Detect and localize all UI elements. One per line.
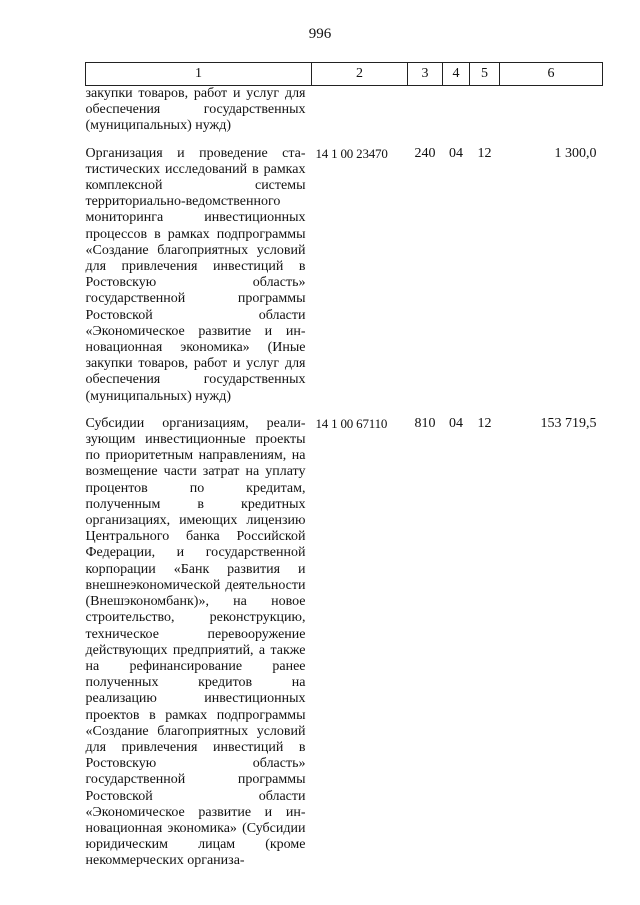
- row-col4: [443, 86, 470, 135]
- row-code: [312, 86, 408, 135]
- table-row: [86, 405, 603, 870]
- row-col4: 04: [449, 145, 463, 161]
- row-amount: [500, 86, 603, 135]
- row-col3: 810: [414, 415, 436, 431]
- page-number: 996: [308, 26, 332, 42]
- header-col-6: 6: [500, 63, 603, 86]
- header-col-2: 2: [312, 63, 408, 86]
- header-col-5: 5: [470, 63, 500, 86]
- table-row: [86, 86, 603, 135]
- row-col5: 12: [477, 145, 492, 161]
- table-header-row: [86, 63, 603, 86]
- row-col5: 12: [477, 415, 492, 431]
- row-col3: [408, 86, 443, 135]
- row-col5: [470, 86, 500, 135]
- header-col-3: 3: [408, 63, 443, 86]
- row-description: Субсидии организациям, реализующим инвестиционные проекты по приоритетным направлениям, на возмещение части затрат на уплату процентов по кредитам, полученным в кредитных организациях, имеющих лицензию Центрального банка Российской Федерации, и государственной корпорации «Банк развития и внешнеэкономической деятельности (Внешэкономбанк)», на новое строительство, реконструкцию, техническое перевооружение действующих предприятий, а также на рефинансирование ранее полученных кредитов на реализацию инвестиционных проектов в рамках подпрограммы «Создание благоприятных условий для привлечения инвестиций в Ростовскую область» государственной программы Ростовской области «Экономическое развитие и инновационная экономика» (Субсидии юридическим лицам (кроме некоммерческих организа-: [85, 415, 306, 869]
- budget-table: [85, 62, 603, 870]
- header-col-4: 4: [443, 63, 470, 86]
- row-description: Организация и проведение статистических исследований в рамках комплексной системы территориально-ведомственного мониторинга инвестиционных процессов в рамках подпрограммы «Создание благоприятных условий для привлечения инвестиций в Ростовскую область» государственной программы Ростовской области «Экономическое развитие и инновационная экономика» (Иные закупки товаров, работ и услуг для обеспечения государственных (муниципальных) нужд): [85, 145, 306, 404]
- header-col-1: 1: [86, 63, 312, 86]
- row-amount: 153 719,5: [540, 415, 597, 431]
- row-description: закупки товаров, работ и услуг для обеспечения государственных (муниципальных) нужд): [85, 86, 306, 134]
- row-col4: 04: [449, 415, 463, 431]
- row-code: 14 1 00 23470: [315, 145, 388, 161]
- row-col3: 240: [414, 145, 436, 161]
- table-row: [86, 135, 603, 405]
- row-code: 14 1 00 67110: [315, 415, 388, 431]
- row-amount: 1 300,0: [554, 145, 597, 161]
